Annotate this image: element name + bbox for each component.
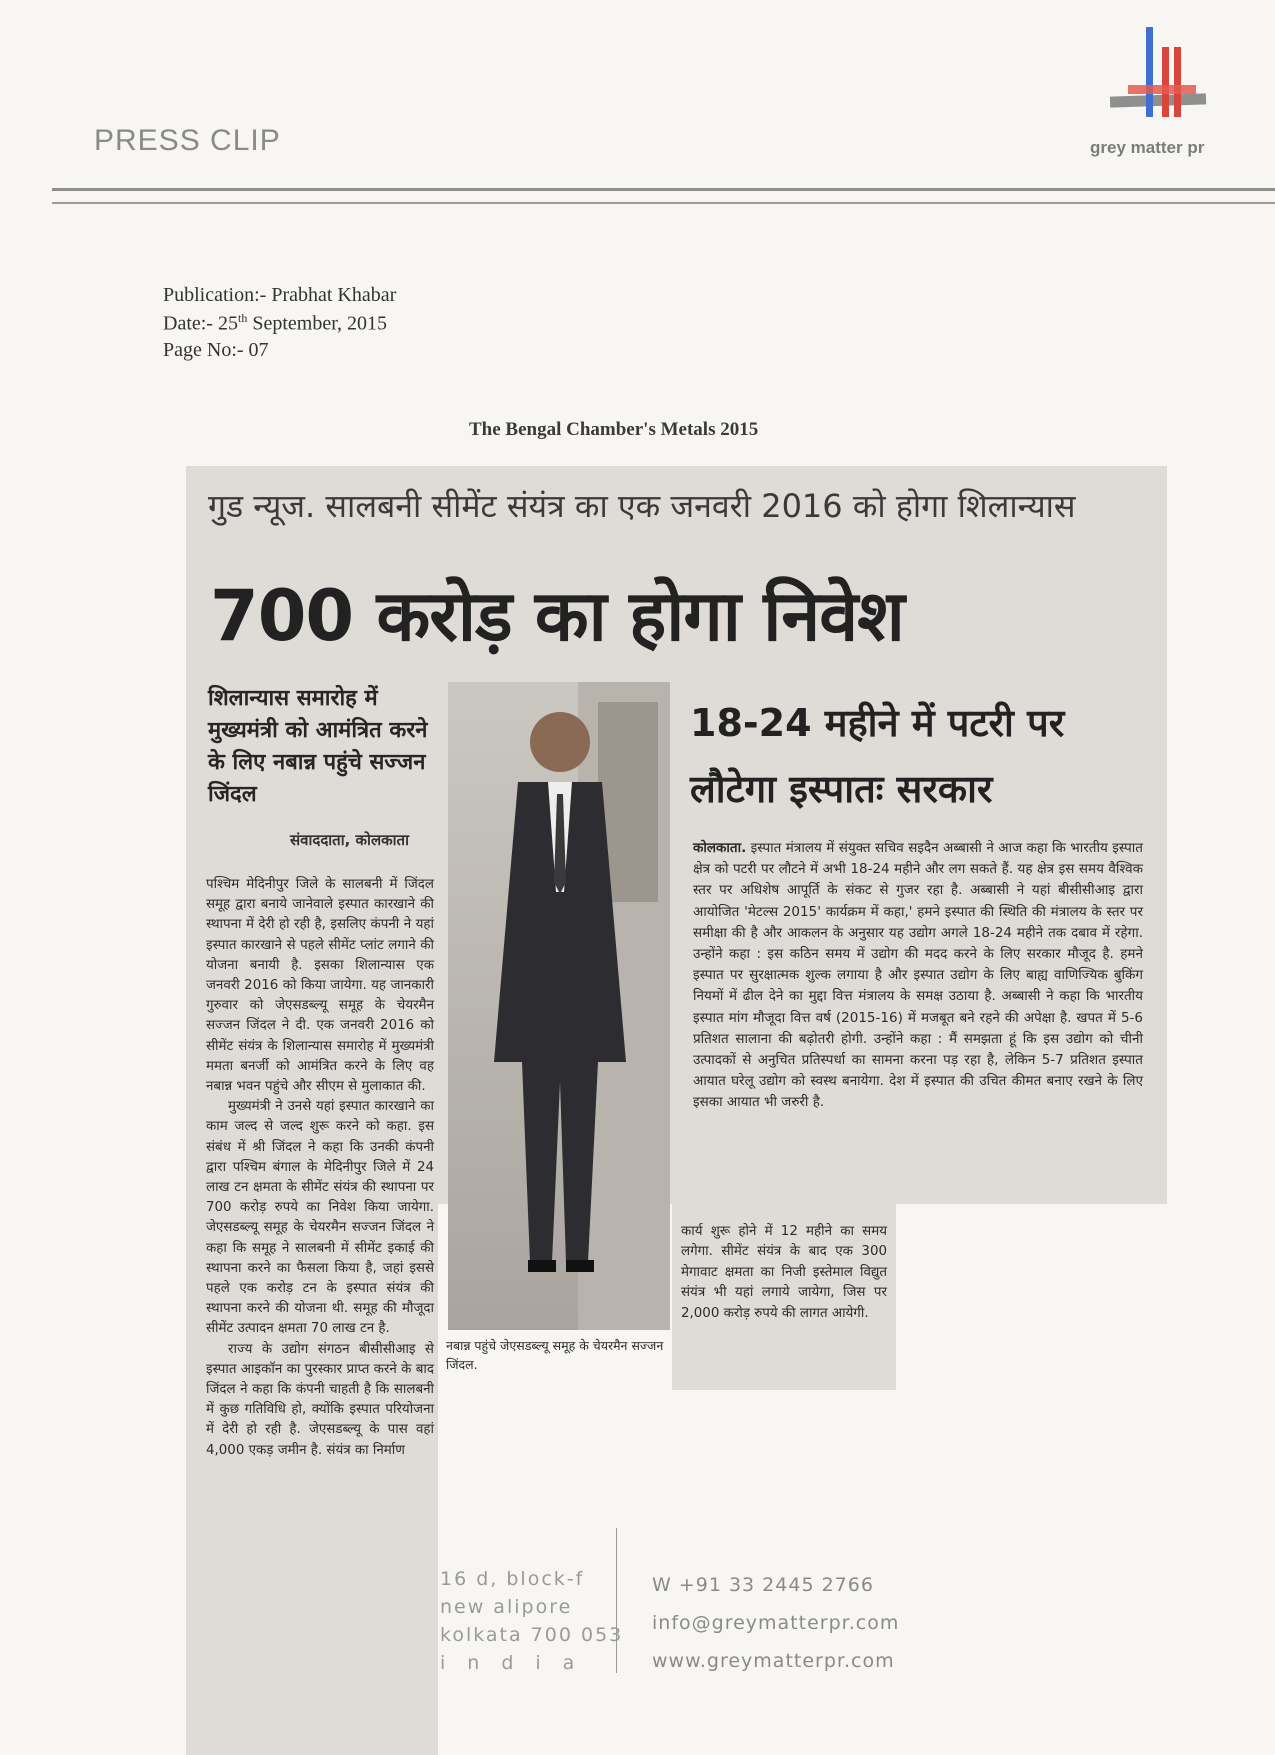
header-rule-thin [52,202,1275,204]
article-photo [448,682,670,1330]
grey-matter-logo-icon [1110,25,1210,130]
header-rule [52,188,1275,191]
date-line: Date:- 25th September, 2015 [163,311,388,335]
footer-phone: W +91 33 2445 2766 [652,1574,874,1596]
article-paragraph: पश्चिम मेदिनीपुर जिले के सालबनी में जिंदल समूह द्वारा बनाये जानेवाले इस्पात कारखाने की स्थापना में देरी हो रही है, इसलिए कंपनी ने यहां इस्पात कारखाने से पहले सीमेंट प्लांट लगाने की योजना बनायी है. इसका शिलान्यास एक जनवरी 2016 को किया जायेगा. यह जानकारी गुरुवार को जेएसडब्ल्यू समूह के चेयरमैन सज्जन जिंदल ने दी. एक जनवरी 2016 को सीमेंट संयंत्र के शिलान्यास समारोह में मुख्यमंत्री ममता बनर्जी को आमंत्रित करने के लिए वह नबान्न भवन पहुंचे और सीएम से मुलाकात की. [206,877,434,1095]
article-headline: 700 करोड़ का होगा निवेश [210,575,904,657]
footer-website[interactable]: www.greymatterpr.com [652,1650,895,1672]
article2-body [693,838,1143,1114]
article-byline: संवाददाता, कोलकाता [290,831,409,849]
article-kicker: गुड न्यूज. सालबनी सीमेंट संयंत्र का एक जनवरी 2016 को होगा शिलान्यास [208,487,1076,525]
article2-text: इस्पात मंत्रालय में संयुक्त सचिव सइदैन अब्बासी ने आज कहा कि भारतीय इस्पात क्षेत्र को पटरी पर लौटने में अभी 18-24 महीने और लग सकते हैं. यह क्षेत्र इस समय वैश्विक स्तर पर अधिशेष आपूर्ति के संकट से गुजर रहा है. अब्बासी ने यहां बीसीसीआइ द्वारा आयोजित 'मेटल्स 2015' कार्यक्रम में कहा,' हमने इस्पात की स्थिति की मंत्रालय के स्तर पर समीक्षा की है और आकलन के अनुसार यह उद्योग अगले 18-24 महीने तक दबाव में रहेगा. उन्होंने कहा : इस कठिन समय में उद्योग की मदद करने के लिए सरकार मौजूद है. हमने इस्पात पर सुरक्षात्मक शुल्क लगाया है और इस्पात उद्योग के लिए बाह्य वाणिज्यिक बुकिंग नियमों में ढील देने का मुद्दा वित्त मंत्रालय के समक्ष उठाया है. अब्बासी ने कहा कि भारतीय इस्पात मांग मौजूदा वित्त वर्ष (2015-16) में मजबूत बने रहने की अपेक्षा है. खपत में 5-6 प्रतिशत सालाना की बढ़ोतरी होगी. उन्होंने कहा : मैं समझता हूं कि इस उद्योग को चीनी उत्पादकों से अनुचित प्रतिस्पर्धा का सामना करना पड़ रहा है, लेकिन 5-7 प्रतिशत इस्पात आयात घरेलू उद्योग को स्वस्थ बनायेगा. देश में इस्पात की उचित कीमत बनाए रखने के लिए इसका आयात भी जरुरी है. [693,840,1143,1111]
footer-email[interactable]: info@greymatterpr.com [652,1612,900,1634]
page-number-line: Page No:- 07 [163,339,269,361]
article-paragraph: राज्य के उद्योग संगठन बीसीसीआइ से इस्पात आइकॉन का पुरस्कार प्राप्त करने के बाद जिंदल ने कहा कि कंपनी चाहती है कि सालबनी में कुछ गतिविधि हो, क्योंकि इस्पात परियोजना में देरी हो रही है. जेएसडब्ल्यू के पास वहां 4,000 एकड़ जमीन है. संयंत्र का निर्माण [206,1341,434,1458]
footer-address-line: 16 d, block-f [440,1568,585,1590]
footer-divider [616,1528,617,1673]
logo-text: grey matter pr [1090,138,1205,157]
article-subhead: शिलान्यास समारोह में मुख्यमंत्री को आमंत्रित करने के लिए नबान्न पहुंचे सज्जन जिंदल [208,686,428,807]
press-clip-label: PRESS CLIP [94,124,281,157]
article-left-column [206,875,434,1461]
footer-address-line: kolkata 700 053 [440,1624,624,1646]
photo-caption: नबान्न पहुंचे जेएसडब्ल्यू समूह के चेयरमैन सज्जन जिंदल. [446,1338,664,1372]
footer-address-line: new alipore [440,1596,573,1618]
publication-heading: The Bengal Chamber's Metals 2015 [469,419,759,440]
article-paragraph: मुख्यमंत्री ने उनसे यहां इस्पात कारखाने का काम जल्द से जल्द शुरू करने को कहा. इस संबंध में श्री जिंदल ने कहा कि उनकी कंपनी द्वारा पश्चिम बंगाल के मेदिनीपुर जिले में 24 लाख टन क्षमता के सीमेंट संयंत्र की स्थापना पर 700 करोड़ रुपये का निवेश किया जायेगा. जेएसडब्ल्यू समूह के चेयरमैन सज्जन जिंदल ने कहा कि समूह ने सालबनी में सीमेंट इकाई की स्थापना करने का फैसला किया है, जहां इससे पहले एक करोड़ टन के इस्पात संयंत्र की स्थापना करने की योजना थी. समूह की मौजूदा सीमेंट उत्पादन क्षमता 70 लाख टन है. [206,1099,434,1337]
article2-dateline: कोलकाता. [693,840,747,856]
article2-headline: 18-24 महीने में पटरी पर लौटेगा इस्पातः सरकार [690,701,1065,811]
footer-address-line: india [440,1652,597,1674]
publication-line: Publication:- Prabhat Khabar [163,284,397,306]
article-continuation: कार्य शुरू होने में 12 महीने का समय लगेगा. सीमेंट संयंत्र के बाद एक 300 मेगावाट क्षमता का निजी इस्तेमाल विद्युत संयंत्र भी यहां लगाये जायेगा, जिस पर 2,000 करोड़ रुपये की लागत आयेगी. [681,1224,887,1321]
